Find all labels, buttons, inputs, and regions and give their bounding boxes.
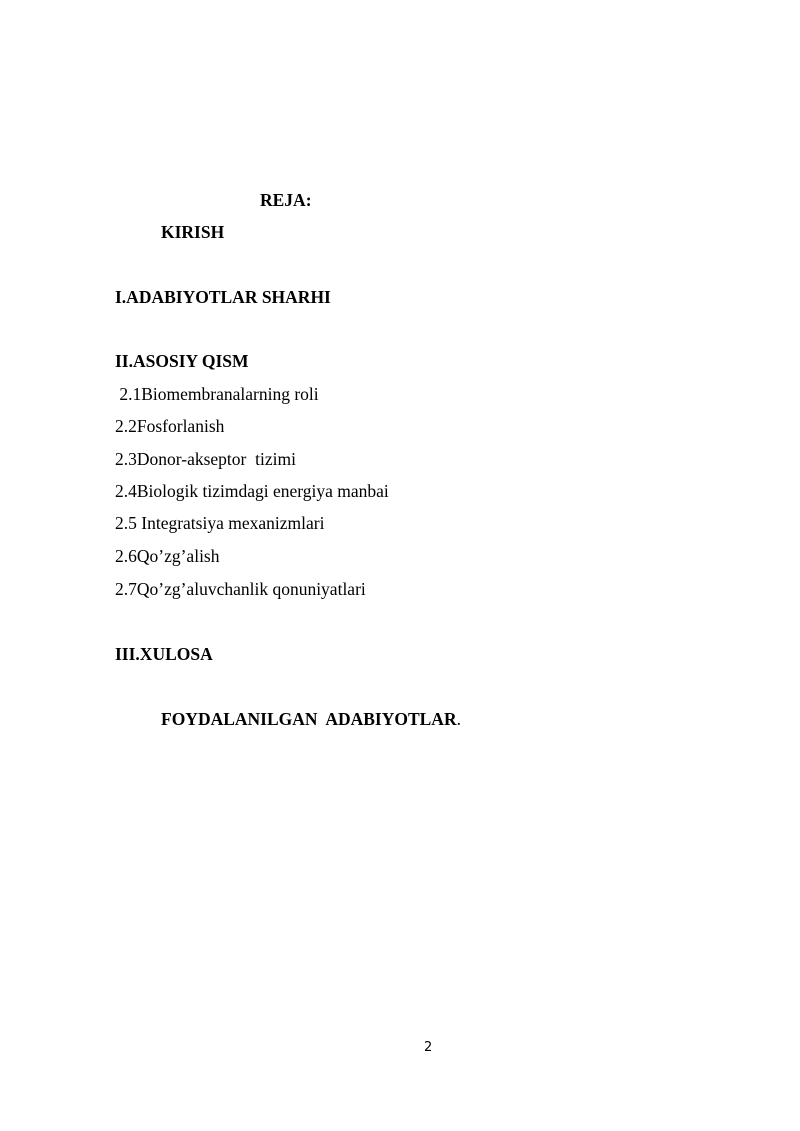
section-3-heading: III.XULOSA — [115, 644, 213, 664]
references-period: . — [456, 709, 461, 729]
intro-heading: KIRISH — [161, 222, 225, 242]
subsection-2-1: 2.1Biomembranalarning roli — [115, 384, 319, 404]
subsection-2-3: 2.3Donor-akseptor tizimi — [115, 449, 296, 469]
references-label: FOYDALANILGAN ADABIYOTLAR — [161, 709, 457, 729]
subsection-2-5: 2.5 Integratsiya mexanizmlari — [115, 513, 325, 533]
page-number: 2 — [424, 1040, 433, 1055]
references-heading — [161, 709, 461, 729]
subsection-2-6: 2.6Qo’zg’alish — [115, 546, 220, 566]
section-2-heading: II.ASOSIY QISM — [115, 351, 249, 371]
subsection-2-4: 2.4Biologik tizimdagi energiya manbai — [115, 481, 389, 501]
subsection-2-7: 2.7Qo’zg’aluvchanlik qonuniyatlari — [115, 579, 366, 599]
plan-title: REJA: — [260, 190, 312, 210]
section-1-heading: I.ADABIYOTLAR SHARHI — [115, 287, 331, 307]
subsection-2-2: 2.2Fosforlanish — [115, 416, 225, 436]
